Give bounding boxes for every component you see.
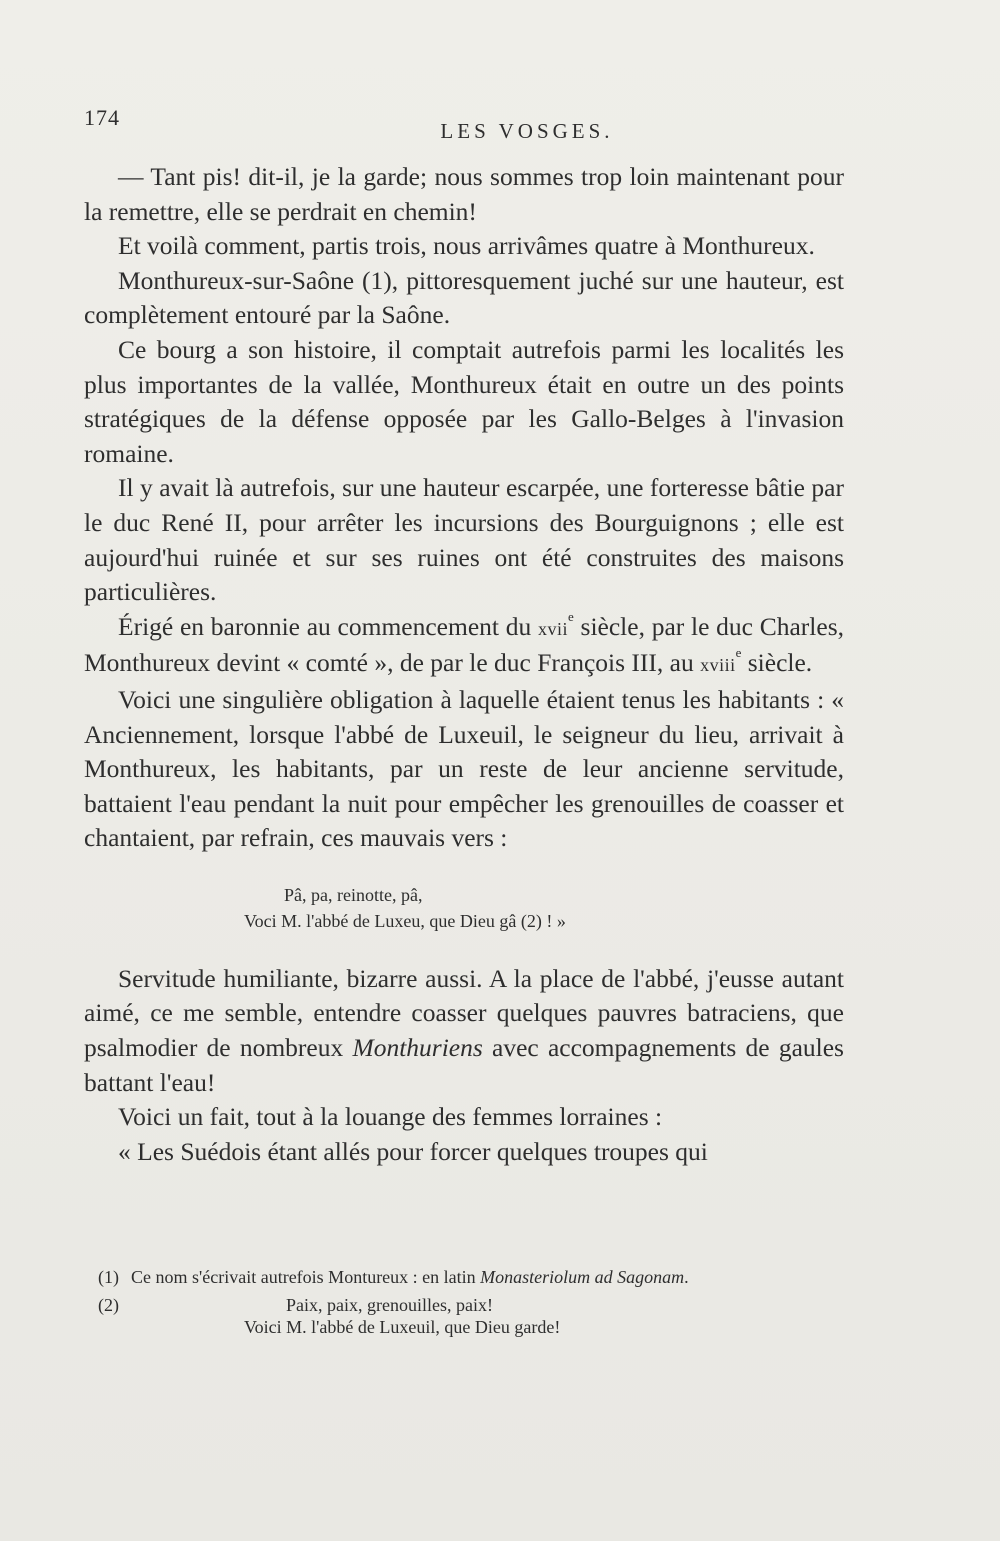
paragraph: « Les Suédois étant allés pour forcer quelques troupes qui [118, 1136, 708, 1166]
footnote-1 [98, 1266, 836, 1288]
paragraph [84, 962, 844, 1100]
text-run: siècle, par le duc Charles, Monthureux devint « comté », de par le duc François III, au [84, 611, 844, 678]
verse-line: Voci M. l'abbé de Luxeu, que Dieu gâ (2) ! » [244, 910, 566, 931]
footnote-2 [98, 1294, 836, 1338]
superscript: e [568, 608, 574, 624]
paragraph: Ce bourg a son histoire, il comptait autrefois parmi les localités les plus importantes de la vallée, Monthureux était en outre un des points stratégiques de la défense opposée par les Gallo-Belges à l'invasion romaine. [84, 334, 844, 468]
roman-numeral: xviii [700, 655, 736, 676]
paragraph: Et voilà comment, partis trois, nous arrivâmes quatre à Monthureux. [118, 231, 815, 261]
paragraph: Monthureux-sur-Saône (1), pittoresquement juché sur une hauteur, est complètement entouré par la Saône. [84, 265, 844, 330]
footnote-text: . [684, 1267, 689, 1287]
body-text [84, 160, 844, 1169]
footnote-verse-line: Paix, paix, grenouilles, paix! [286, 1295, 493, 1315]
footnote-number: (1) [98, 1267, 119, 1287]
footnote-italic: Monasteriolum ad Sagonam [480, 1267, 685, 1287]
text-run: siècle. [741, 648, 813, 678]
quoted-verse [84, 882, 844, 934]
paragraph: Voici une singulière obligation à laquelle étaient tenus les habitants : « Anciennement, lorsque l'abbé de Luxeuil, le seigneur du lieu, arrivait à Monthureux, les habitants, par un reste de leur ancienne servitude, battaient l'eau pendant la nuit pour empêcher les grenouilles de coasser et chantaient, par refrain, ces mauvais vers : [84, 684, 844, 853]
paragraph: — Tant pis! dit-il, je la garde; nous sommes trop loin maintenant pour la remettre, elle se perdrait en chemin! [84, 162, 844, 226]
running-title: LES VOSGES. [440, 119, 614, 143]
footnotes [98, 1266, 836, 1338]
footnote-number: (2) [98, 1295, 119, 1315]
footnote-text: Ce nom s'écrivait autrefois Montureux : en latin [131, 1267, 481, 1287]
page-number: 174 [84, 105, 120, 130]
text-run: Érigé en baronnie au commencement du [118, 611, 538, 641]
page-header [84, 105, 840, 145]
text-run: avec accompagnements de gaules battant l'eau! [84, 1033, 844, 1097]
roman-numeral: xvii [537, 618, 568, 639]
footnote-verse-line: Voici M. l'abbé de Luxeuil, que Dieu garde! [244, 1317, 561, 1337]
italic-word: Monthuriens [352, 1033, 483, 1063]
paragraph [84, 610, 844, 683]
text-run: Servitude humiliante, bizarre aussi. A la place de l'abbé, j'eusse autant aimé, ce me semble, entendre coasser quelques pauvres batraciens, que psalmodier de nombreux [84, 963, 844, 1063]
superscript: e [735, 645, 742, 661]
verse-line: Pâ, pa, reinotte, pâ, [284, 884, 423, 905]
paragraph: Voici un fait, tout à la louange des femmes lorraines : [118, 1102, 663, 1132]
paragraph: Il y avait là autrefois, sur une hauteur escarpée, une forteresse bâtie par le duc René II, pour arrêter les incursions des Bourguignons ; elle est aujourd'hui ruinée et sur ses ruines ont été construites des maisons particulières. [84, 473, 844, 607]
